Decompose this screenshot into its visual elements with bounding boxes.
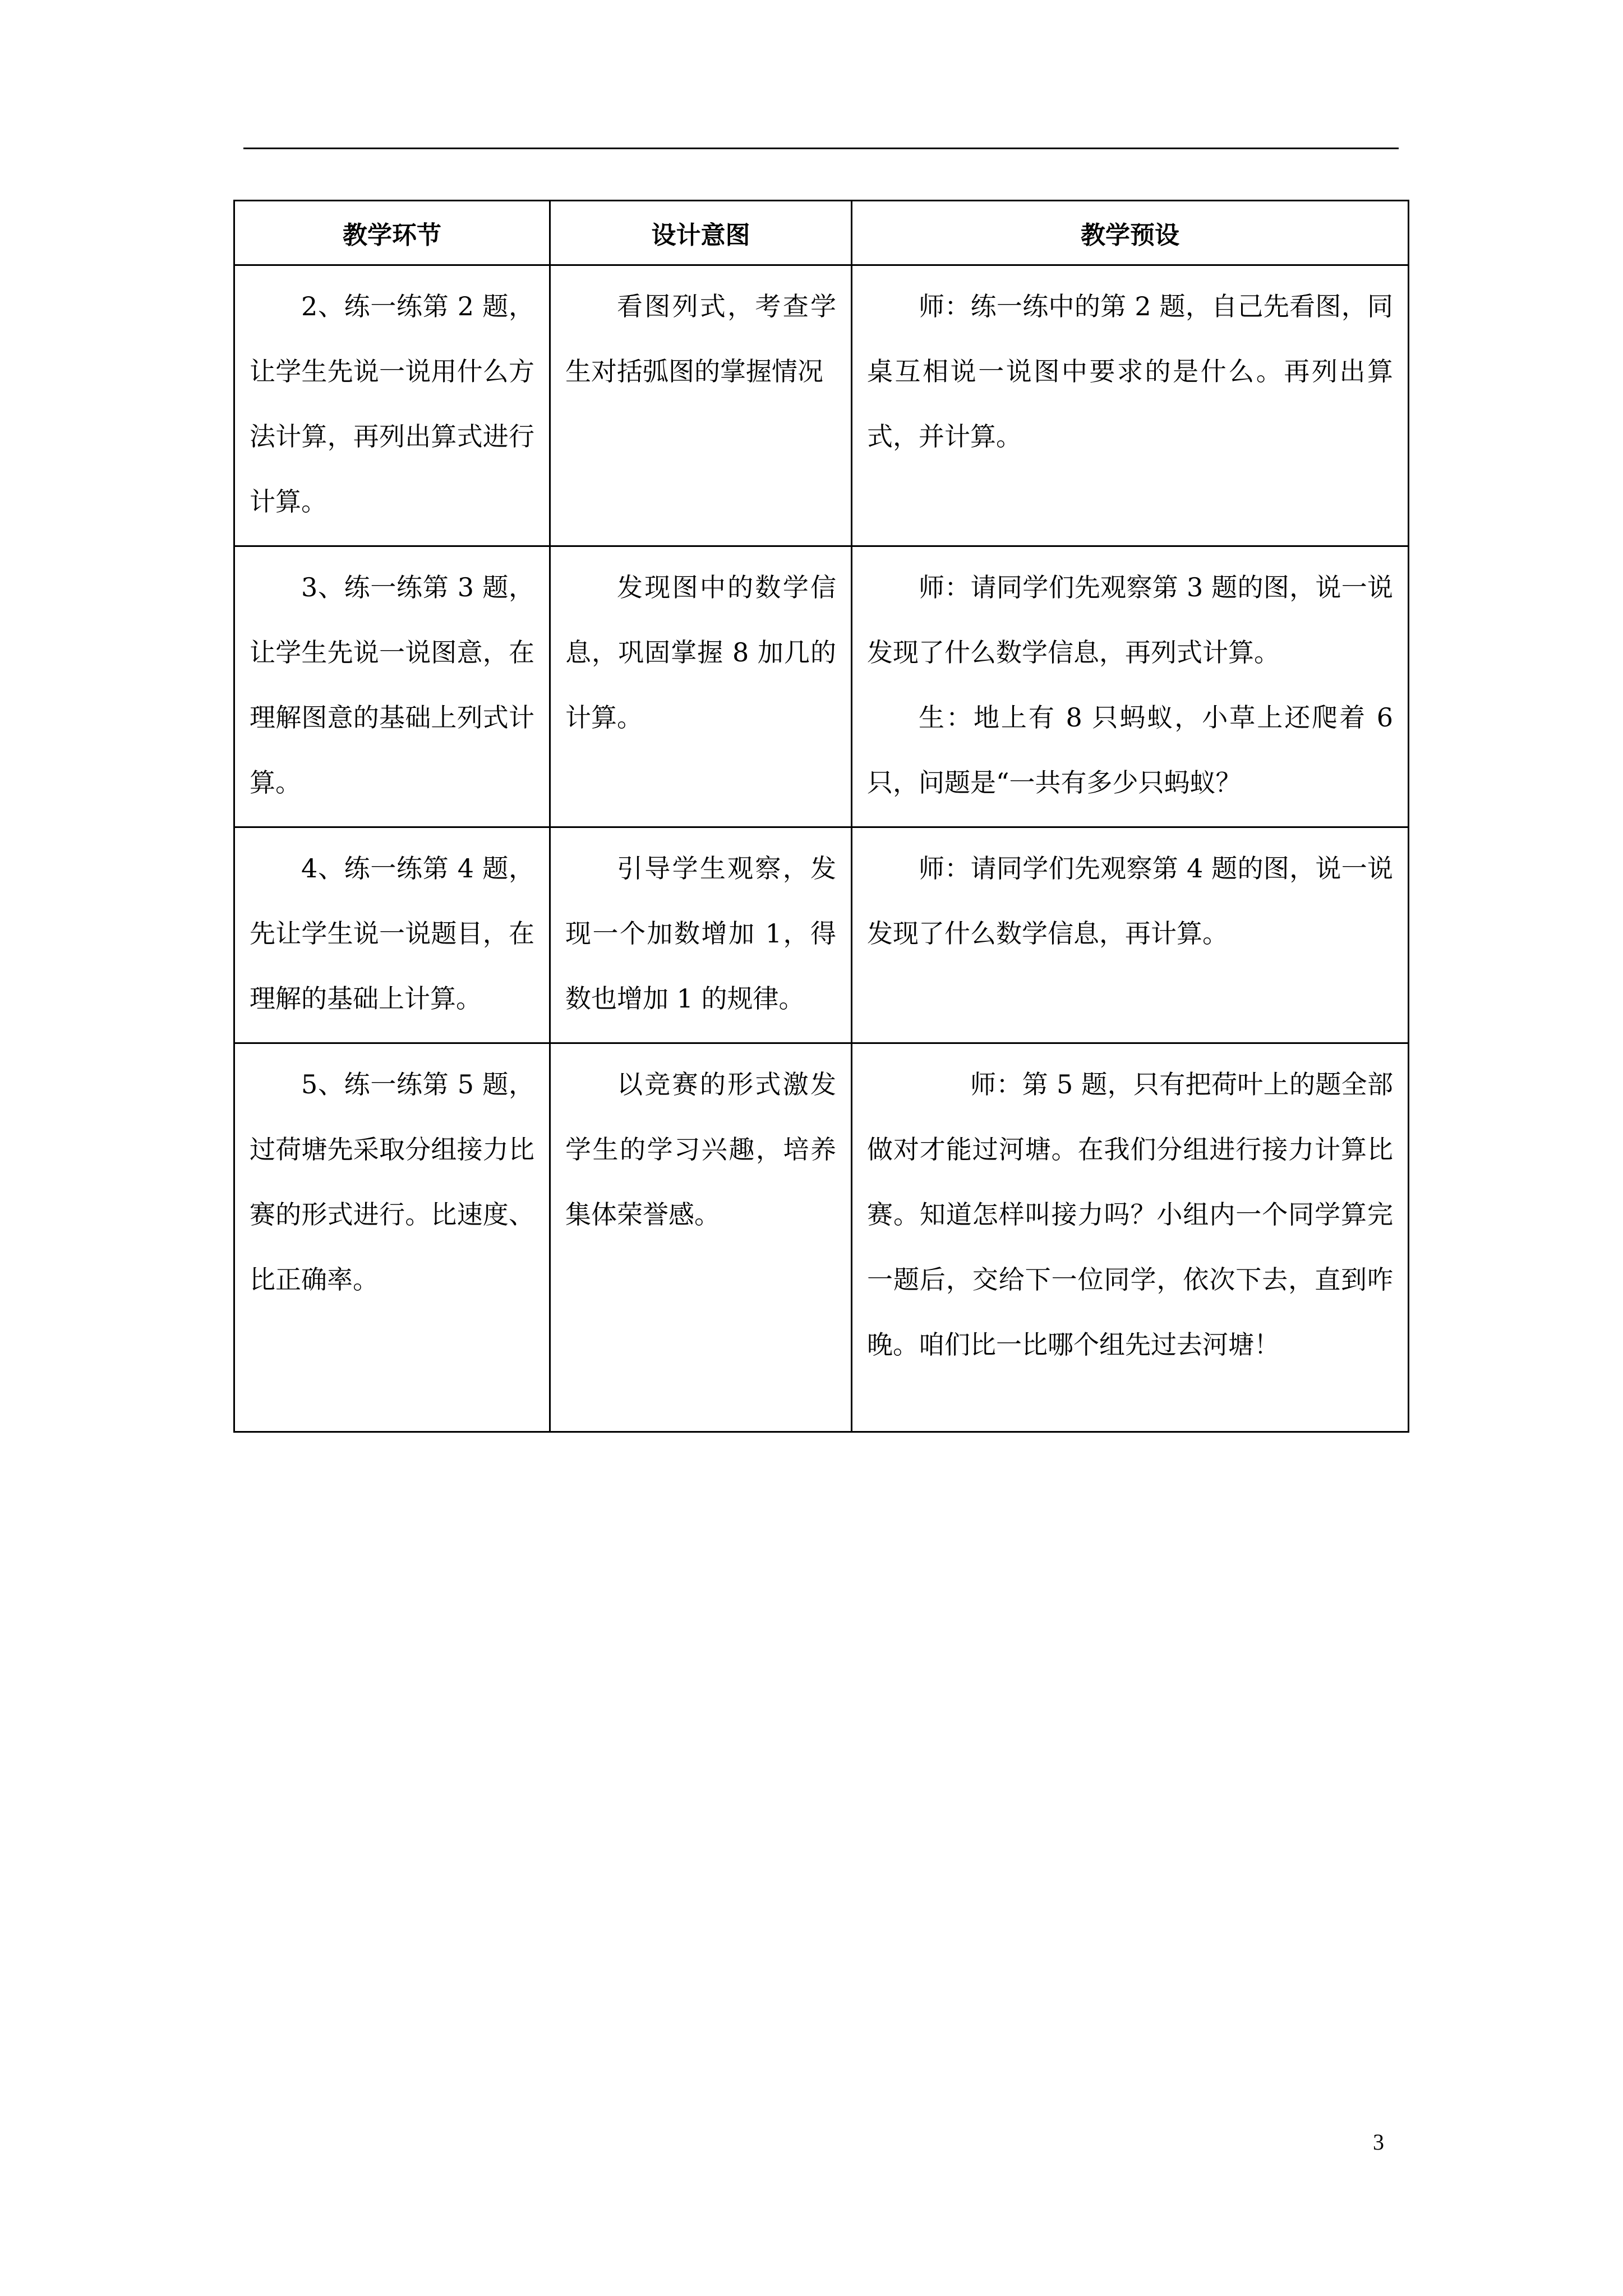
header-teaching-step: 教学环节: [234, 201, 550, 265]
intent-text: 发现图中的数学信息，巩固掌握 8 加几的计算。: [565, 572, 836, 733]
plan-cell: [852, 265, 1409, 546]
step-text: 4、练一练第 4 题，先让学生说一说题目，在理解的基础上计算。: [250, 853, 534, 1014]
intent-cell: [550, 546, 852, 827]
plan-text: 师：第 5 题，只有把荷叶上的题全部做对才能过河塘。在我们分组进行接力计算比赛。知道怎样叫接力吗？小组内一个同学算完一题后，交给下一位同学，依次下去，直到咋晚。咱们比一比哪个组先过去河塘！: [867, 1069, 1393, 1360]
table-row: [234, 1043, 1409, 1432]
plan-cell: [852, 546, 1409, 827]
plan-text: 师：请同学们先观察第 4 题的图，说一说发现了什么数学信息，再计算。: [867, 853, 1393, 949]
intent-cell: [550, 1043, 852, 1432]
header-design-intent: 设计意图: [550, 201, 852, 265]
lesson-plan-table: [233, 200, 1409, 1433]
intent-text: 以竞赛的形式激发学生的学习兴趣，培养集体荣誉感。: [565, 1069, 836, 1230]
plan-text: 师：练一练中的第 2 题，自己先看图，同桌互相说一说图中要求的是什么。再列出算式，并计算。: [867, 291, 1393, 452]
step-text: 3、练一练第 3 题，让学生先说一说图意，在理解图意的基础上列式计算。: [250, 572, 534, 798]
intent-cell: [550, 265, 852, 546]
table-row: [234, 546, 1409, 827]
intent-cell: [550, 827, 852, 1043]
step-cell: [234, 546, 550, 827]
intent-text: 看图列式，考查学生对括弧图的掌握情况: [565, 291, 836, 386]
plan-paragraph: 师：请同学们先观察第 3 题的图，说一说发现了什么数学信息，再列式计算。: [867, 572, 1393, 668]
table-row: [234, 827, 1409, 1043]
header-rule: [243, 148, 1399, 149]
table-header-row: [234, 201, 1409, 265]
step-cell: [234, 827, 550, 1043]
table-row: [234, 265, 1409, 546]
plan-cell: [852, 827, 1409, 1043]
plan-paragraph: 生：地上有 8 只蚂蚁，小草上还爬着 6 只，问题是“一共有多少只蚂蚁？: [867, 702, 1393, 798]
page-number: 3: [1373, 2129, 1384, 2155]
step-cell: [234, 265, 550, 546]
intent-text: 引导学生观察，发现一个加数增加 1，得数也增加 1 的规律。: [565, 853, 836, 1014]
step-text: 2、练一练第 2 题，让学生先说一说用什么方法计算，再列出算式进行计算。: [250, 291, 534, 517]
step-text: 5、练一练第 5 题，过荷塘先采取分组接力比赛的形式进行。比速度、比正确率。: [250, 1069, 534, 1295]
plan-cell: [852, 1043, 1409, 1432]
plan-text-block: [852, 547, 1408, 826]
step-cell: [234, 1043, 550, 1432]
header-teaching-plan: 教学预设: [852, 201, 1409, 265]
